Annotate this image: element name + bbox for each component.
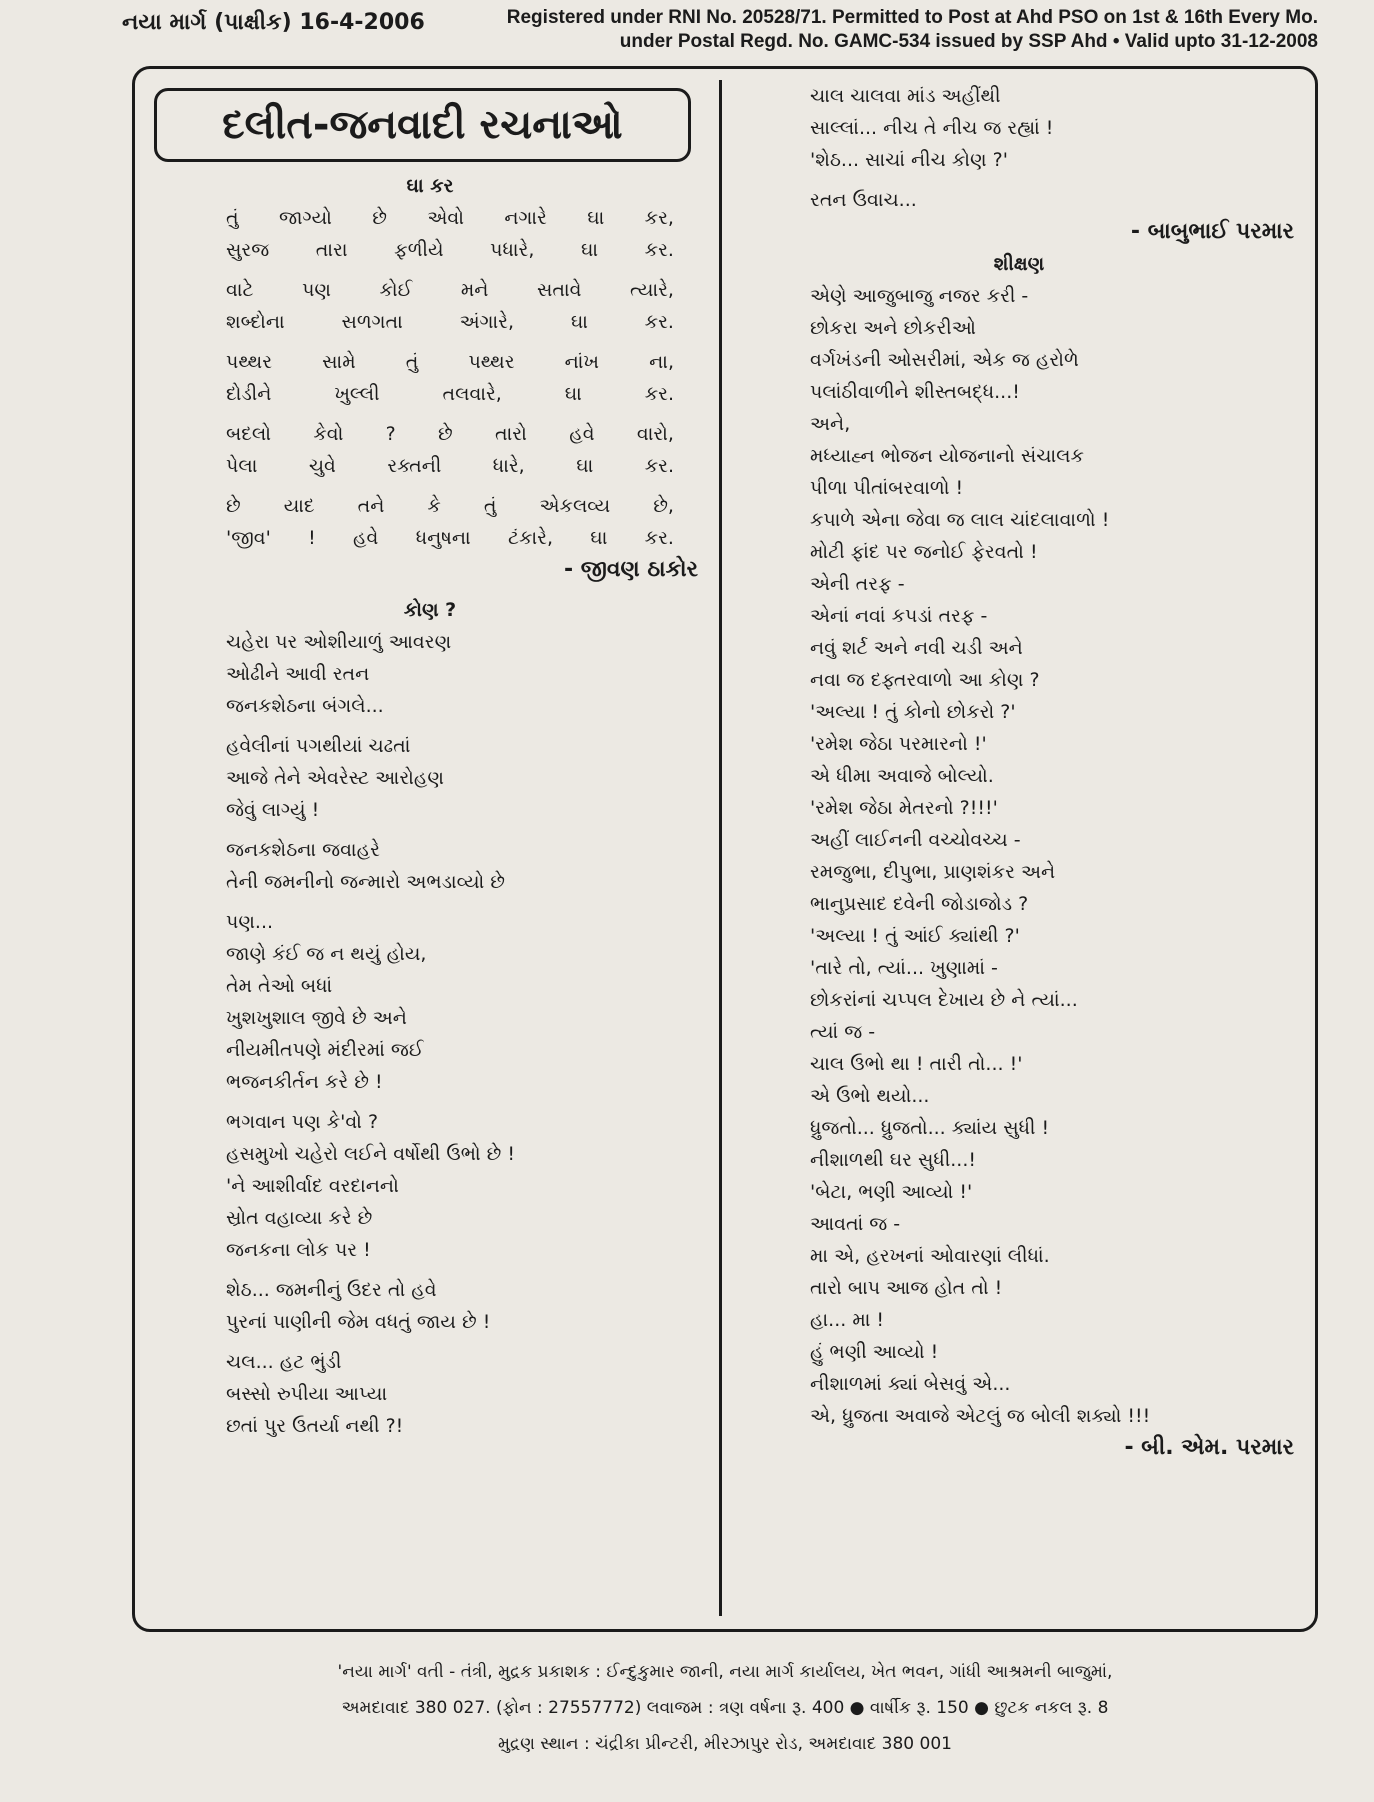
poem-line: અહીં લાઈનની વચ્ચોવચ્ચ - — [810, 829, 1021, 851]
poem-line: દોડીને ખુલ્લી તલવારે, ઘા કર. — [226, 383, 674, 405]
poem-line: તેની જમનીનો જન્મારો અભડાવ્યો છે — [226, 871, 505, 893]
poem-author: - જીવણ ઠાકોર — [563, 557, 698, 582]
poem-line: અને, — [810, 413, 851, 435]
poem-author: - બી. એમ. પરમાર — [1124, 1435, 1294, 1460]
poem-line: વાટે પણ કોઈ મને સતાવે ત્યારે, — [226, 279, 674, 301]
poem-line: હા... મા ! — [810, 1309, 885, 1331]
poem-line: જેવું લાગ્યું ! — [226, 799, 320, 821]
poem-line: 'રમેશ જેઠા મેતરનો ?!!!' — [810, 797, 998, 819]
poem-line: તેમ તેઓ બધાં — [226, 975, 333, 997]
poem-line: નીયમીતપણે મંદીરમાં જઈ — [226, 1039, 424, 1061]
poem-line: 'શેઠ... સાચાં નીચ કોણ ?' — [810, 149, 1008, 171]
poem-title: ઘા કર — [406, 175, 454, 197]
right-column — [734, 80, 1304, 1464]
poem-line: મોટી ફાંદ પર જનોઈ ફેરવતો ! — [810, 541, 1038, 563]
poem-line: 'અલ્યા ! તું આંઈ ક્યાંથી ?' — [810, 925, 1020, 947]
left-column — [152, 170, 708, 1442]
poem-line: પેલા ચુવે રક્તની ધારે, ઘા કર. — [226, 455, 674, 477]
poem-line: 'અલ્યા ! તું કોનો છોકરો ?' — [810, 701, 1016, 723]
poem-line: મધ્યાહ્ન ભોજન યોજનાનો સંચાલક — [810, 445, 1084, 467]
imprint-line-1: 'નયા માર્ગ' વતી - તંત્રી, મુદ્રક પ્રકાશક : ઈન્દુકુમાર જાની, નયા માર્ગ કાર્યાલય, ખેત ભવન, ગાંધી આશ્રમની બાજુમાં, — [337, 1662, 1113, 1682]
poem-line: બદલો કેવો ? છે તારો હવે વારો, — [226, 423, 674, 445]
poem-line: પલાંઠીવાળીને શીસ્તબદ્ધ...! — [810, 381, 1020, 403]
poem-line: એ ઉભો થયો... — [810, 1085, 930, 1107]
poem-line: 'તારે તો, ત્યાં... ખુણામાં - — [810, 957, 998, 979]
poem-line: એ ધીમા અવાજે બોલ્યો. — [810, 765, 994, 787]
poem-line: આવતાં જ - — [810, 1213, 901, 1235]
poem-line: છોકરાંનાં ચપ્પલ દેખાય છે ને ત્યાં... — [810, 989, 1078, 1011]
poem-line: ઓઢીને આવી રતન — [226, 663, 370, 685]
poem-line: ચાલ ઉભો થા ! તારી તો... !' — [810, 1053, 1023, 1075]
poem-line: ત્યાં જ - — [810, 1021, 876, 1043]
poem-line: ભગવાન પણ કે'વો ? — [226, 1111, 379, 1133]
poem-line: 'જીવ' ! હવે ધનુષના ટંકારે, ઘા કર. — [226, 527, 674, 549]
poem-shikshan — [734, 280, 1304, 1432]
poem-line: જનકશેઠના જવાહરે — [226, 839, 380, 861]
poem-line: એ, ધ્રુજતા અવાજે એટલું જ બોલી શક્યો !!! — [810, 1405, 1151, 1427]
poem-line: જનકશેઠના બંગલે... — [226, 695, 384, 717]
poem-line: શબ્દોના સળગતા અંગારે, ઘા કર. — [226, 311, 674, 333]
poem-title: કોણ ? — [403, 599, 457, 621]
poem-line: બસ્સો રુપીયા આપ્યા — [226, 1383, 388, 1405]
poem-line: રમજુભા, દીપુભા, પ્રાણશંકર અને — [810, 861, 1056, 883]
header-registration — [507, 6, 1318, 54]
registration-line-2: under Postal Regd. No. GAMC-534 issued by SSP Ahd • Valid upto 31-12-2008 — [619, 31, 1318, 52]
section-title: દલીત-જનવાદી રચનાઓ — [154, 88, 691, 162]
poem-ghaa-kar — [152, 202, 708, 554]
column-divider — [719, 80, 722, 1616]
poem-line: જાણે કંઈ જ ન થયું હોય, — [226, 943, 427, 965]
poem-line: રતન ઉવાચ... — [810, 189, 917, 211]
poem-line: નીશાળમાં ક્યાં બેસવું એ... — [810, 1373, 1011, 1395]
poem-line: ખુશખુશાલ જીવે છે અને — [226, 1007, 407, 1029]
poem-line: કપાળે એના જેવા જ લાલ ચાંદલાવાળો ! — [810, 509, 1110, 531]
poem-title: શીક્ષણ — [993, 253, 1045, 275]
poem-line: સાલ્લાં... નીચ તે નીચ જ રહ્યાં ! — [810, 117, 1054, 139]
poem-line: નવું શર્ટ અને નવી ચડી અને — [810, 637, 1023, 659]
poem-line: 'ને આશીર્વાદ વરદાનનો — [226, 1175, 399, 1197]
imprint-line-3: મુદ્રણ સ્થાન : ચંદ્રીકા પ્રીન્ટરી, મીરઝાપુર રોડ, અમદાવાદ 380 001 — [498, 1734, 952, 1754]
poem-line: મા એ, હરખનાં ઓવારણાં લીધાં. — [810, 1245, 1050, 1267]
poem-line: વર્ગખંડની ઓસરીમાં, એક જ હરોળે — [810, 349, 1079, 371]
poem-line: છતાં પુર ઉતર્યા નથી ?! — [226, 1415, 404, 1437]
poem-line: સુરજ તારા ફળીયે પધારે, ઘા કર. — [226, 239, 674, 261]
poem-line: પથ્થર સામે તું પથ્થર નાંખ ના, — [226, 351, 674, 373]
poem-line: આજે તેને એવરેસ્ટ આરોહણ — [226, 767, 444, 789]
poem-line: જનકના લોક પર ! — [226, 1239, 371, 1261]
poem-line: નવા જ દફ્તરવાળો આ કોણ ? — [810, 669, 1040, 691]
imprint-line-2: અમદાવાદ 380 027. (ફોન : 27557772) લવાજમ : ત્રણ વર્ષના રૂ. 400 ● વાર્ષીક રૂ. 150 ● છુટક નકલ રૂ. 8 — [341, 1698, 1109, 1718]
poem-line: 'રમેશ જેઠા પરમારનો !' — [810, 733, 987, 755]
poem-line: એનાં નવાં કપડાં તરફ - — [810, 605, 988, 627]
poem-line: ચાલ ચાલવા માંડ અહીંથી — [810, 85, 1001, 107]
poem-line: ધ્રુજતો... ધ્રુજતો... ક્યાંય સુધી ! — [810, 1117, 1050, 1139]
poem-line: 'બેટા, ભણી આવ્યો !' — [810, 1181, 973, 1203]
poem-line: તારો બાપ આજ હોત તો ! — [810, 1277, 1003, 1299]
poem-line: હું ભણી આવ્યો ! — [810, 1341, 939, 1363]
poem-line: ભાનુપ્રસાદ દવેની જોડાજોડ ? — [810, 893, 1029, 915]
poem-line: સ્રોત વહાવ્યા કરે છે — [226, 1207, 373, 1229]
poem-line: ચહેરા પર ઓશીયાળું આવરણ — [226, 631, 452, 653]
poem-line: એણે આજુબાજુ નજર કરી - — [810, 285, 1029, 307]
registration-line-1: Registered under RNI No. 20528/71. Permitted to Post at Ahd PSO on 1st & 16th Every Mo. — [506, 7, 1318, 28]
poem-line: પુરનાં પાણીની જેમ વધતું જાય છે ! — [226, 1311, 491, 1333]
poem-line: શેઠ... જમનીનું ઉદર તો હવે — [226, 1279, 437, 1301]
poem-line: હવેલીનાં પગથીયાં ચઢતાં — [226, 735, 411, 757]
imprint-footer — [132, 1654, 1318, 1762]
poem-kon-continued — [734, 80, 1304, 216]
poem-line: પણ... — [226, 911, 274, 933]
poem-line: એની તરફ - — [810, 573, 905, 595]
poem-line: પીળા પીતાંબરવાળો ! — [810, 477, 964, 499]
header-masthead: નયા માર્ગ (પાક્ષીક) 16-4-2006 — [122, 10, 425, 35]
poem-line: ભજનકીર્તન કરે છે ! — [226, 1071, 383, 1093]
poem-line: નીશાળથી ઘર સુધી...! — [810, 1149, 976, 1171]
poem-line: છોકરા અને છોકરીઓ — [810, 317, 976, 339]
poem-kon — [152, 626, 708, 1442]
poem-line: તું જાગ્યો છે એવો નગારે ઘા કર, — [226, 207, 674, 229]
poem-line: છે યાદ તને કે તું એકલવ્ય છે, — [226, 495, 674, 517]
poem-line: હસમુખો ચહેરો લઈને વર્ષોથી ઉભો છે ! — [226, 1143, 516, 1165]
poem-author: - બાબુભાઈ પરમાર — [1130, 219, 1294, 244]
poem-line: ચલ... હટ ભુંડી — [226, 1351, 342, 1373]
